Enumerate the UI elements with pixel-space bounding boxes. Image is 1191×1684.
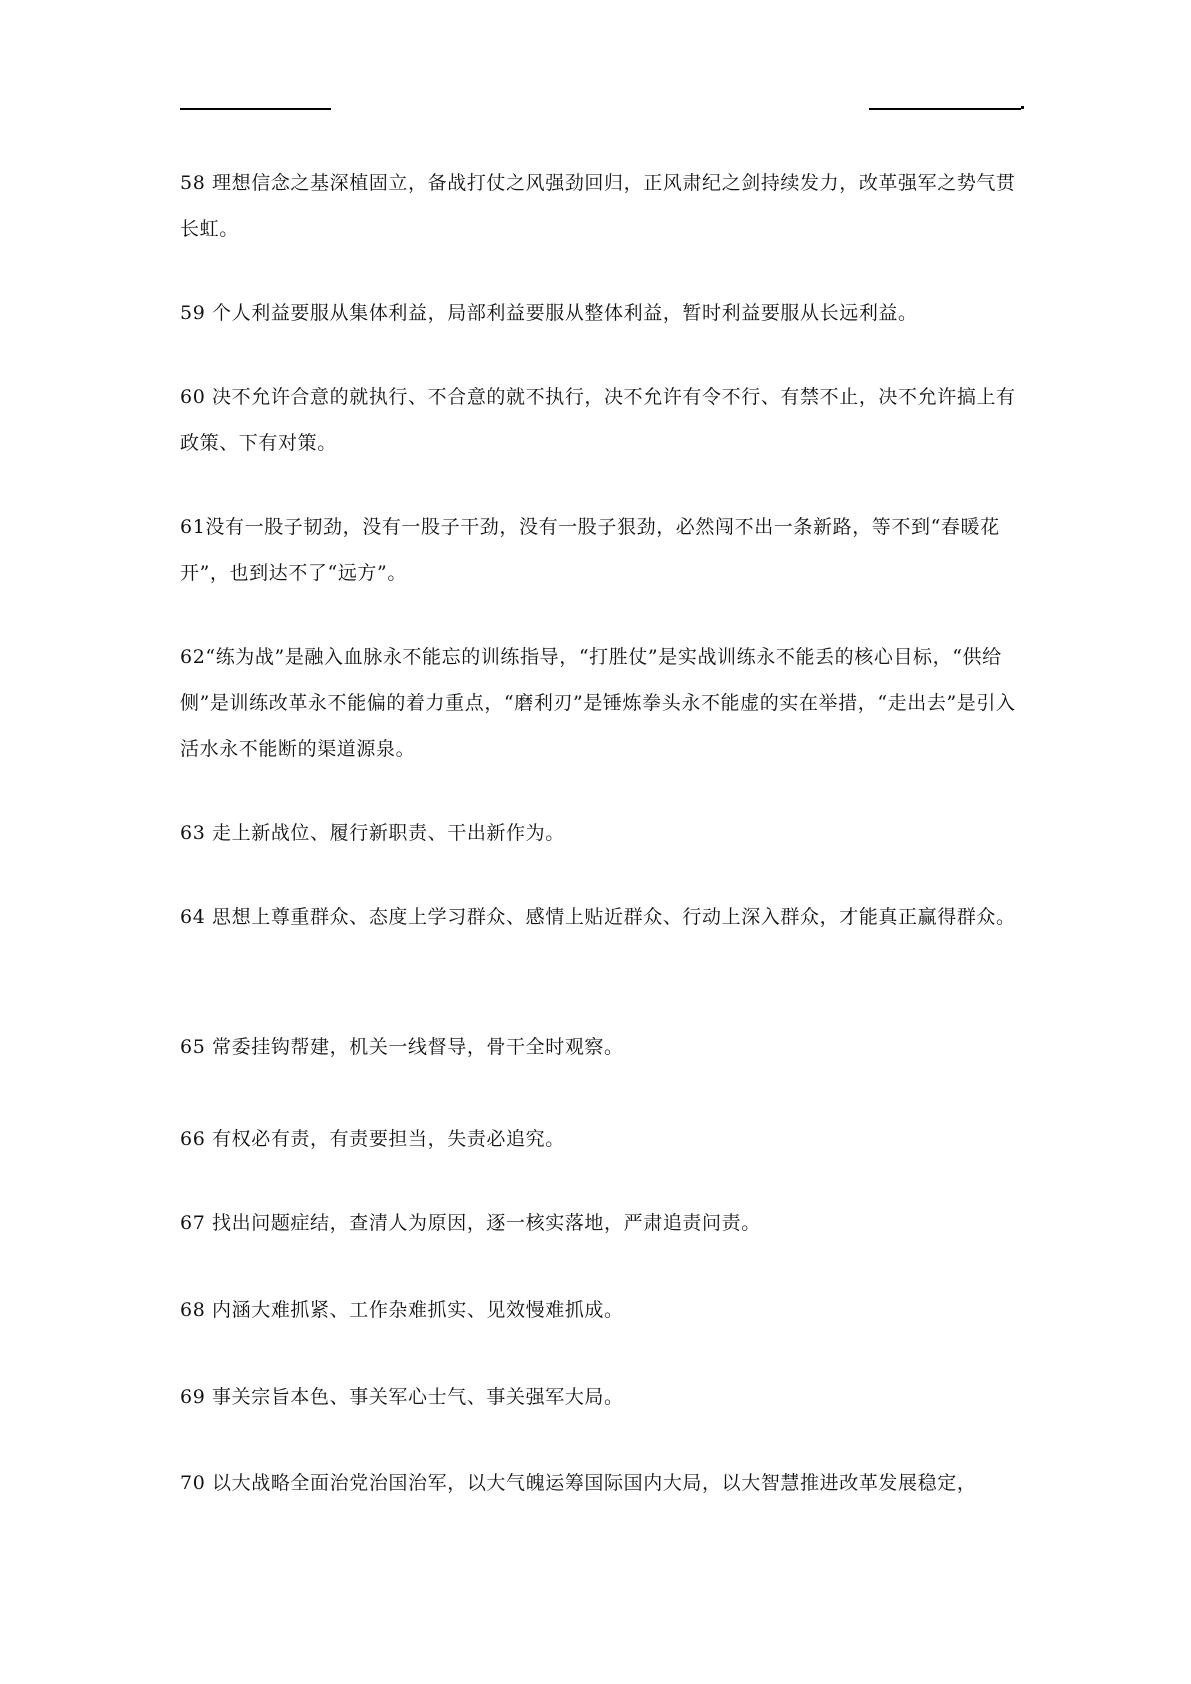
paragraph-text: 找出问题症结，查清人为原因，逐一核实落地，严肃追责问责。 xyxy=(212,1212,761,1234)
paragraph-text: 走上新战位、履行新职责、干出新作为。 xyxy=(212,822,565,844)
paragraph-number: 58 xyxy=(180,172,206,194)
paragraph-number: 59 xyxy=(180,302,206,324)
paragraph-number: 65 xyxy=(180,1036,206,1058)
paragraph-text: 常委挂钩帮建，机关一线督导，骨干全时观察。 xyxy=(212,1036,624,1058)
paragraph-68 xyxy=(180,1287,1022,1333)
paragraph-text: 思想上尊重群众、态度上学习群众、感情上贴近群众、行动上深入群众，才能真正赢得群众。 xyxy=(212,906,1016,928)
paragraph-number: 62 xyxy=(180,646,206,668)
paragraph-number: 70 xyxy=(180,1472,206,1494)
header-rule-left xyxy=(180,108,331,110)
paragraph-63 xyxy=(180,810,1022,856)
paragraph-number: 60 xyxy=(180,386,206,408)
paragraph-text: 以大战略全面治党治国治军，以大气魄运筹国际国内大局，以大智慧推进改革发展稳定， xyxy=(212,1472,977,1494)
paragraph-58 xyxy=(180,160,1022,252)
paragraph-text: 个人利益要服从集体利益，局部利益要服从整体利益，暂时利益要服从长远利益。 xyxy=(212,302,918,324)
paragraph-text: 有权必有责，有责要担当，失责必追究。 xyxy=(212,1128,565,1150)
paragraph-number: 61 xyxy=(180,516,206,538)
paragraph-text: 事关宗旨本色、事关军心士气、事关强军大局。 xyxy=(212,1386,624,1408)
paragraph-64 xyxy=(180,894,1022,940)
paragraph-number: 63 xyxy=(180,822,206,844)
paragraph-67 xyxy=(180,1200,1022,1246)
paragraph-59 xyxy=(180,290,1022,336)
header-rule-right xyxy=(869,108,1021,110)
paragraph-60 xyxy=(180,374,1022,466)
paragraph-70 xyxy=(180,1460,1022,1506)
paragraph-text: 内涵大难抓紧、工作杂难抓实、见效慢难抓成。 xyxy=(212,1299,624,1321)
header-dot xyxy=(1021,106,1024,109)
paragraph-number: 68 xyxy=(180,1299,206,1321)
paragraph-number: 66 xyxy=(180,1128,206,1150)
paragraph-62 xyxy=(180,634,1022,772)
paragraph-text: 决不允许合意的就执行、不合意的就不执行，决不允许有令不行、有禁不止，决不允许搞上有政策、下有对策。 xyxy=(180,386,1016,454)
paragraph-number: 69 xyxy=(180,1386,206,1408)
paragraph-text: 没有一股子韧劲，没有一股子干劲，没有一股子狠劲，必然闯不出一条新路，等不到“春暖花开”，也到达不了“远方”。 xyxy=(180,516,1000,584)
paragraph-text: 理想信念之基深植固立，备战打仗之风强劲回归，正风肃纪之剑持续发力，改革强军之势气贯长虹。 xyxy=(180,172,1016,240)
paragraph-66 xyxy=(180,1116,1022,1162)
paragraph-61 xyxy=(180,504,1022,596)
paragraph-text: “练为战”是融入血脉永不能忘的训练指导，“打胜仗”是实战训练永不能丢的核心目标，“供给侧”是训练改革永不能偏的着力重点，“磨利刃”是锤炼拳头永不能虚的实在举措，“走出去”是引入活水永不能断的渠道源泉。 xyxy=(180,646,1016,760)
paragraph-69 xyxy=(180,1374,1022,1420)
paragraph-number: 64 xyxy=(180,906,206,928)
paragraph-65 xyxy=(180,1024,1022,1070)
paragraph-number: 67 xyxy=(180,1212,206,1234)
